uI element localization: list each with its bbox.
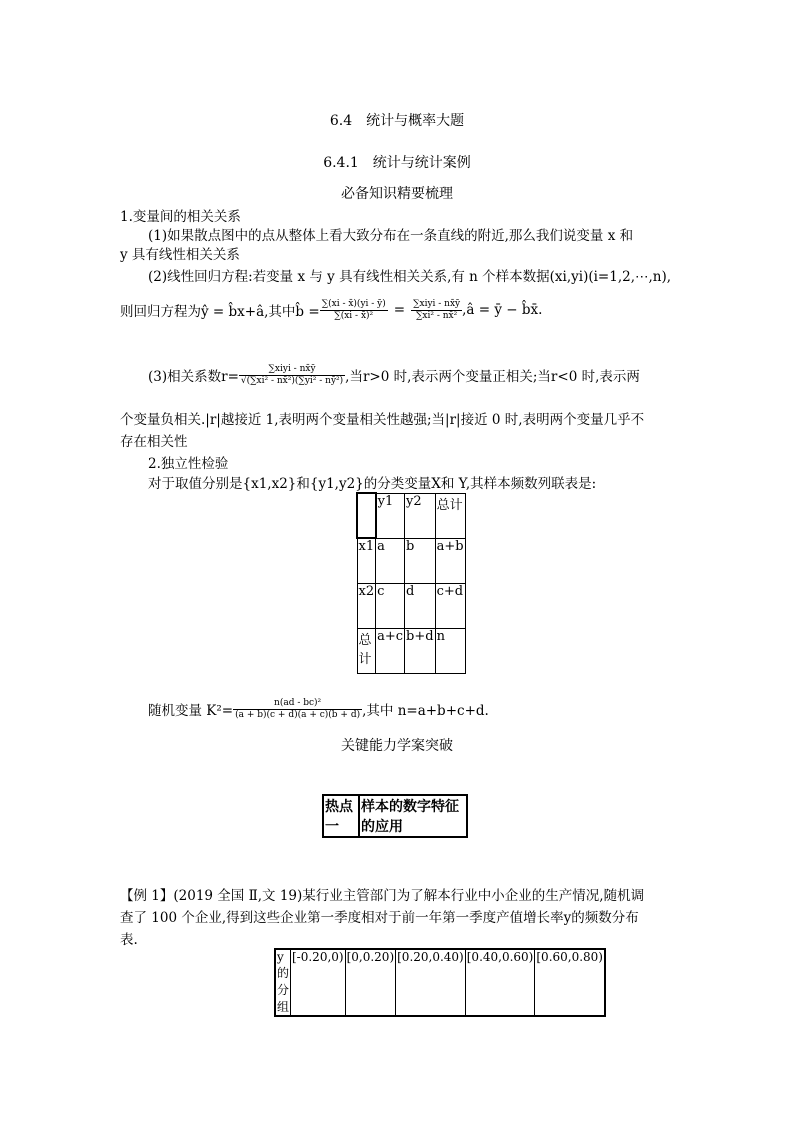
table-row xyxy=(357,628,465,673)
contingency-table xyxy=(356,492,466,674)
para-3-line-3: 存在相关性 xyxy=(120,434,188,450)
table-cell: x1 xyxy=(357,538,376,583)
ability-title: 关键能力学案突破 xyxy=(341,738,453,754)
subsection-title: 6.4.1 统计与统计案例 xyxy=(323,155,471,171)
regression-equation xyxy=(120,290,542,330)
hot-topic-text: 样本的数字特征的应用 xyxy=(359,795,467,837)
intercept-eq: ,â = ȳ − b̂x̄. xyxy=(462,302,543,318)
regression-lead: 则回归方程为 xyxy=(120,304,201,320)
slope-fraction-2-den: ∑xi² - nx̄² xyxy=(415,310,458,321)
table-cell: a+c xyxy=(376,628,405,673)
example-line-1: 【例 1】(2019 全国 Ⅱ,文 19)某行业主管部门为了解本行业中小企业的生产情况,随机调 xyxy=(120,888,645,904)
k2-formula xyxy=(148,693,489,725)
part-title: 必备知识精要梳理 xyxy=(341,186,453,202)
table-cell: c+d xyxy=(435,583,465,628)
table-cell: 总计 xyxy=(435,493,465,538)
table-cell: b+d xyxy=(405,628,436,673)
table-cell: d xyxy=(405,583,436,628)
equals-sign: = xyxy=(393,302,406,318)
table-cell: y的分组 xyxy=(277,950,290,1014)
table-row xyxy=(323,795,467,837)
table-cell: [-0.20,0) xyxy=(291,949,346,1016)
example-line-3: 表. xyxy=(120,932,138,948)
correlation-coefficient xyxy=(148,350,640,400)
table-cell: [0,0.20) xyxy=(345,949,396,1016)
section-title: 6.4 统计与概率大题 xyxy=(329,113,465,129)
corr-tail: ,当r>0 时,表示两个变量正相关;当r<0 时,表示两 xyxy=(345,369,640,385)
para-3-line-2: 个变量负相关.|r|越接近 1,表明两个变量相关性越强;当|r|接近 0 时,表明两个变量几乎不 xyxy=(120,412,645,428)
heading-independence: 2.独立性检验 xyxy=(148,456,229,472)
k2-lead: 随机变量 K²= xyxy=(148,703,234,719)
table-cell: y2 xyxy=(405,493,436,538)
table-cell: y1 xyxy=(376,493,405,538)
table-cell: a xyxy=(376,538,405,583)
table-cell: [0.40,0.60) xyxy=(465,949,535,1016)
slope-fraction-1-den: ∑(xi - x̄)² xyxy=(334,310,374,321)
hot-topic-label: 热点一 xyxy=(323,795,359,837)
table-cell: [0.60,0.80) xyxy=(535,949,605,1016)
k2-fraction xyxy=(233,698,362,721)
heading-correlation: 1.变量间的相关关系 xyxy=(120,209,241,225)
table-row xyxy=(357,538,465,583)
para-1-line-1: (1)如果散点图中的点从整体上看大致分布在一条直线的附近,那么我们说变量 x 和 xyxy=(148,228,634,244)
slope-fraction-2 xyxy=(411,299,462,322)
example-line-2: 查了 100 个企业,得到这些企业第一季度相对于前一年第一季度产值增长率y的频数分布 xyxy=(120,910,639,926)
table-row xyxy=(357,583,465,628)
slope-fraction-1 xyxy=(320,299,388,322)
slope-fraction-1-num: ∑(xi - x̄)(yi - ȳ) xyxy=(321,298,386,309)
table-cell: [0.20,0.40) xyxy=(396,949,466,1016)
table-cell: n xyxy=(435,628,465,673)
k2-tail: ,其中 n=a+b+c+d. xyxy=(362,703,489,719)
corr-lead: (3)相关系数r= xyxy=(148,369,239,385)
k2-fraction-num: n(ad - bc)² xyxy=(233,698,362,710)
para-4: 对于取值分别是{x1,x2}和{y1,y2}的分类变量X和 Y,其样本频数列联表是: xyxy=(148,476,597,492)
k2-fraction-den: (a + b)(c + d)(a + c)(b + d) xyxy=(235,709,361,720)
table-row xyxy=(275,949,605,1016)
table-cell: a+b xyxy=(435,538,465,583)
corr-fraction-den: √(∑xi² - nx̄²)(∑yi² - nȳ²) xyxy=(240,375,344,386)
regression-eq: ŷ = b̂x+â,其中b̂ = xyxy=(201,304,320,320)
frequency-table xyxy=(274,948,606,1017)
para-1-line-2: y 具有线性相关关系 xyxy=(120,247,240,263)
slope-fraction-2-num: ∑xiyi - nx̄ȳ xyxy=(413,298,461,309)
corr-fraction-num: ∑xiyi - nx̄ȳ xyxy=(239,364,345,376)
table-cell: 总计 xyxy=(357,628,376,673)
table-cell: x2 xyxy=(357,583,376,628)
table-cell: c xyxy=(376,583,405,628)
hot-topic-box xyxy=(322,794,468,838)
table-row xyxy=(357,493,465,538)
table-cell: b xyxy=(405,538,436,583)
para-2-line-1: (2)线性回归方程:若变量 x 与 y 具有线性相关关系,有 n 个样本数据(xi,yi)(i=1,2,⋯,n), xyxy=(148,269,672,285)
corr-fraction xyxy=(239,364,345,387)
table-cell xyxy=(357,493,376,538)
